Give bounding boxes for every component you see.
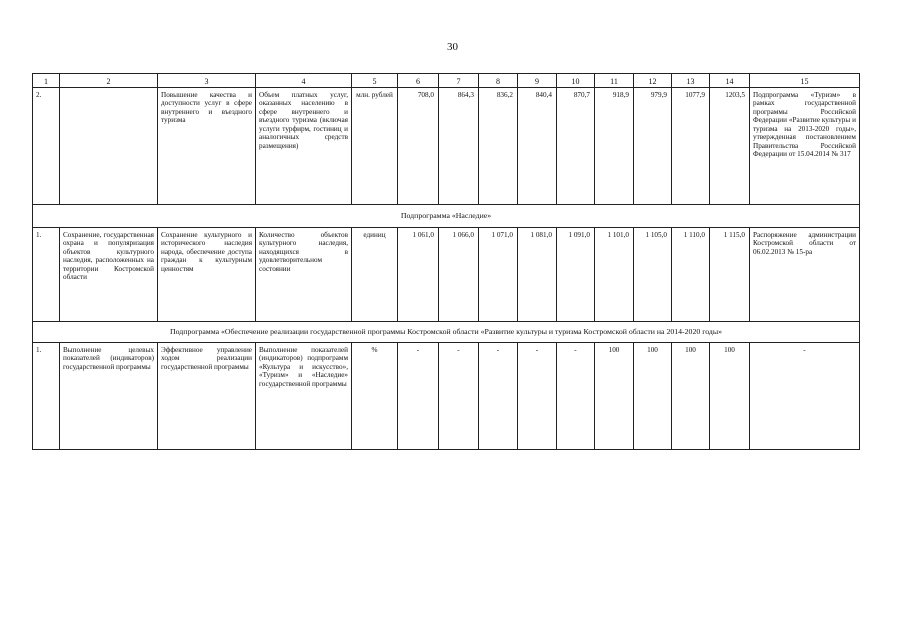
source-cell: Подпрограмма «Туризм» в рамках государственной программы Российской Федерации «Развитие культуры и туризма на 2013-2020 годы», утвержденная постановлением Правительства Российской Федерации от 15.04.2014 № 317 <box>750 88 860 205</box>
goal-cell <box>60 88 158 205</box>
table-row <box>33 228 860 322</box>
header-cell: 3 <box>158 74 256 88</box>
unit-cell: % <box>352 343 398 450</box>
value-cell: 1 115,0 <box>710 228 750 322</box>
task-cell: Повышение качества и доступности услуг в сфере внутреннего и въездного туризма <box>158 88 256 205</box>
unit-cell: млн. рублей <box>352 88 398 205</box>
value-cell: - <box>518 343 557 450</box>
header-cell: 9 <box>518 74 557 88</box>
value-cell: 1 061,0 <box>398 228 439 322</box>
header-cell: 2 <box>60 74 158 88</box>
header-cell: 14 <box>710 74 750 88</box>
goal-cell: Выполнение целевых показателей (индикаторов) государственной программы <box>60 343 158 450</box>
value-cell: 864,3 <box>439 88 479 205</box>
source-cell: - <box>750 343 860 450</box>
value-cell: 1 101,0 <box>595 228 634 322</box>
value-cell: 100 <box>595 343 634 450</box>
value-cell: 100 <box>672 343 710 450</box>
header-cell: 12 <box>634 74 672 88</box>
value-cell: 1203,5 <box>710 88 750 205</box>
header-cell: 7 <box>439 74 479 88</box>
header-cell: 1 <box>33 74 60 88</box>
value-cell: 100 <box>710 343 750 450</box>
value-cell: - <box>479 343 518 450</box>
value-cell: 979,9 <box>634 88 672 205</box>
header-cell: 10 <box>557 74 595 88</box>
value-cell: 836,2 <box>479 88 518 205</box>
subprogram-title: Подпрограмма «Наследие» <box>33 205 860 228</box>
header-cell: 13 <box>672 74 710 88</box>
header-cell: 8 <box>479 74 518 88</box>
value-cell: 1 091,0 <box>557 228 595 322</box>
value-cell: 100 <box>634 343 672 450</box>
value-cell: - <box>557 343 595 450</box>
task-cell: Сохранение культурного и исторического наследия народа, обеспечение доступа граждан к культурным ценностям <box>158 228 256 322</box>
header-cell: 15 <box>750 74 860 88</box>
indicators-table <box>32 73 860 450</box>
value-cell: 708,0 <box>398 88 439 205</box>
row-number: 1. <box>33 228 60 322</box>
value-cell: 1 110,0 <box>672 228 710 322</box>
value-cell: 1077,9 <box>672 88 710 205</box>
header-row <box>33 74 860 88</box>
goal-cell: Сохранение, государственная охрана и популяризация объектов культурного наследия, расположенных на территории Костромской области <box>60 228 158 322</box>
page-number: 30 <box>447 41 458 53</box>
value-cell: 1 071,0 <box>479 228 518 322</box>
table-row <box>33 343 860 450</box>
source-cell: Распоряжение администрации Костромской области от 06.02.2013 № 15-ра <box>750 228 860 322</box>
subprogram-row <box>33 205 860 228</box>
table-row <box>33 88 860 205</box>
header-cell: 11 <box>595 74 634 88</box>
unit-cell: единиц <box>352 228 398 322</box>
header-cell: 5 <box>352 74 398 88</box>
row-number: 1. <box>33 343 60 450</box>
header-cell: 4 <box>256 74 352 88</box>
value-cell: - <box>398 343 439 450</box>
row-number: 2. <box>33 88 60 205</box>
value-cell: 870,7 <box>557 88 595 205</box>
value-cell: - <box>439 343 479 450</box>
indicator-cell: Количество объектов культурного наследия, находящихся в удовлетворительном состоянии <box>256 228 352 322</box>
indicator-cell: Объем платных услуг, оказанных населению в сфере внутреннего и въездного туризма (включая услуги турфирм, гостиниц и аналогичных средств размещения) <box>256 88 352 205</box>
subprogram-row <box>33 322 860 343</box>
value-cell: 918,9 <box>595 88 634 205</box>
value-cell: 1 105,0 <box>634 228 672 322</box>
subprogram-title: Подпрограмма «Обеспечение реализации государственной программы Костромской области «Развитие культуры и туризма Костромской области на 2014-2020 годы» <box>33 322 860 343</box>
value-cell: 840,4 <box>518 88 557 205</box>
header-cell: 6 <box>398 74 439 88</box>
indicator-cell: Выполнение показателей (индикаторов) подпрограмм «Культура и искусство», «Туризм» и «Наследие» государственной программы <box>256 343 352 450</box>
value-cell: 1 081,0 <box>518 228 557 322</box>
task-cell: Эффективное управление ходом реализации государственной программы <box>158 343 256 450</box>
value-cell: 1 066,0 <box>439 228 479 322</box>
